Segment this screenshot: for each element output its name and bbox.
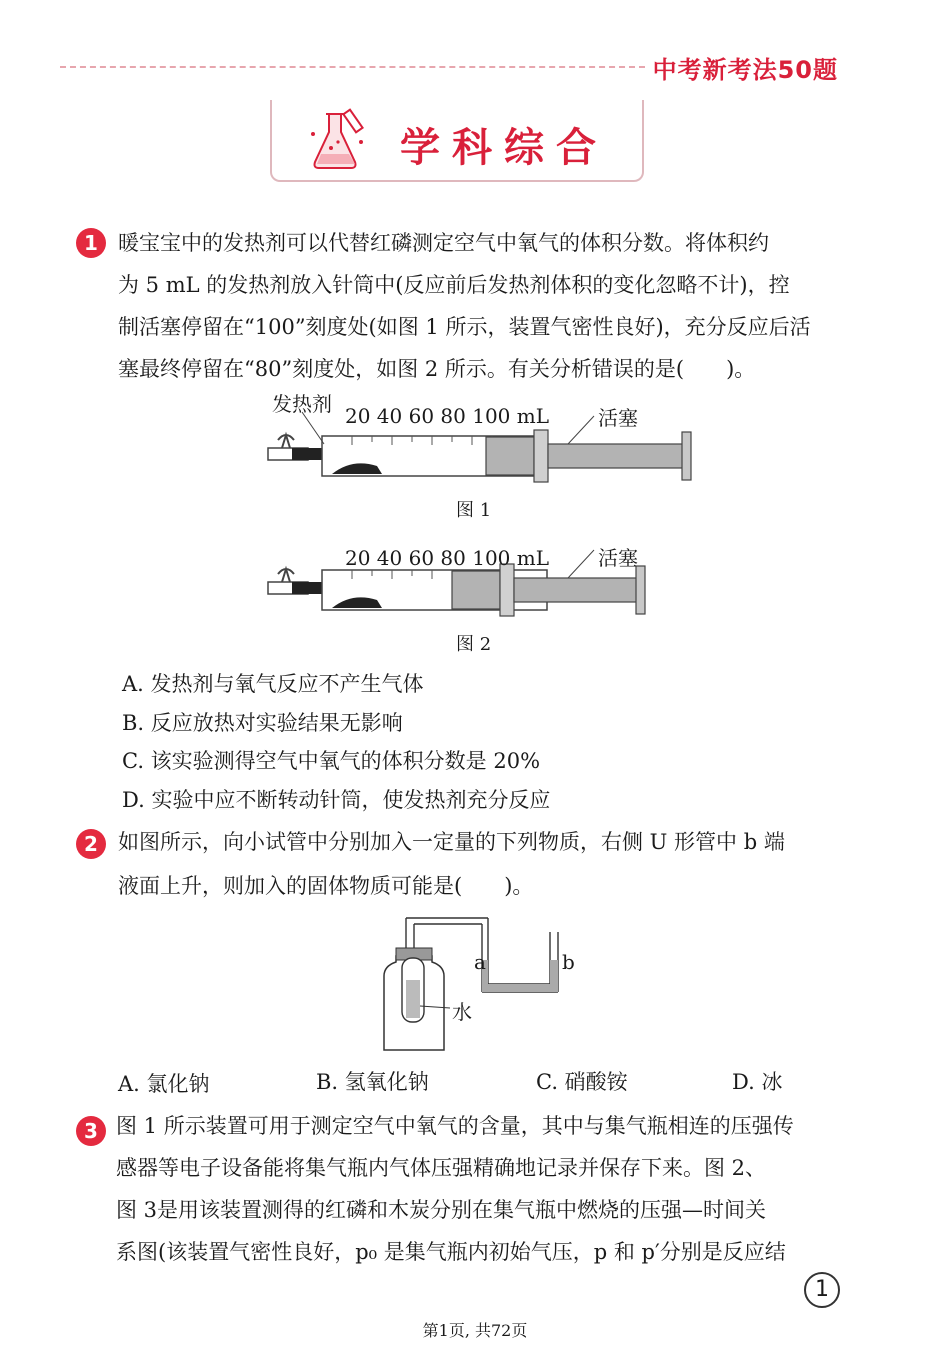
figure-1-scale: 20 40 60 80 100 mL: [345, 404, 550, 428]
question-1-line-4: 塞最终停留在“80”刻度处，如图 2 所示。有关分析错误的是( )。: [118, 357, 756, 381]
figure-2-piston-label: 活塞: [598, 546, 638, 570]
question-1-option-c: C. 该实验测得空气中氧气的体积分数是 20%: [122, 749, 541, 773]
question-3-line-3: 图 3是用该装置测得的红磷和木炭分别在集气瓶中燃烧的压强—时间关: [116, 1198, 767, 1222]
question-3-number: 3: [76, 1116, 106, 1146]
u-tube-label-b: b: [562, 950, 575, 974]
question-2-option-c: C. 硝酸铵: [536, 1070, 628, 1094]
figure-2-caption: 图 2: [456, 634, 492, 655]
page-number: 1: [804, 1272, 840, 1308]
question-2-option-a: A. 氯化钠: [118, 1072, 210, 1096]
question-3-line-1: 图 1 所示装置可用于测定空气中氧气的含量，其中与集气瓶相连的压强传: [116, 1114, 794, 1138]
question-1-option-b: B. 反应放热对实验结果无影响: [122, 711, 403, 735]
question-1-option-d: D. 实验中应不断转动针筒，使发热剂充分反应: [122, 788, 551, 812]
question-2-line-1: 如图所示，向小试管中分别加入一定量的下列物质，右侧 U 形管中 b 端: [118, 830, 785, 854]
question-2-line-2: 液面上升，则加入的固体物质可能是( )。: [118, 874, 534, 898]
question-2-option-d: D. 冰: [732, 1070, 783, 1094]
header-divider: [60, 66, 645, 68]
figure-2-scale: 20 40 60 80 100 mL: [345, 546, 550, 570]
question-1-line-2: 为 5 mL 的发热剂放入针筒中(反应前后发热剂体积的变化忽略不计)，控: [118, 273, 790, 297]
u-tube-label-a: a: [474, 950, 486, 974]
flask-icon: [305, 104, 375, 178]
u-tube-apparatus: [374, 910, 584, 1064]
question-2-option-b: B. 氢氧化钠: [316, 1070, 429, 1094]
question-3-line-2: 感器等电子设备能将集气瓶内气体压强精确地记录并保存下来。图 2、: [116, 1156, 767, 1180]
question-1-line-3: 制活塞停留在“100”刻度处(如图 1 所示，装置气密性良好)，充分反应后活: [118, 315, 811, 339]
header-title: 中考新考法50题: [652, 56, 838, 84]
question-2-number: 2: [76, 829, 106, 859]
question-1-line-1: 暖宝宝中的发热剂可以代替红磷测定空气中氧气的体积分数。将体积约: [118, 231, 769, 255]
question-3-line-4: 系图(该装置气密性良好，p₀ 是集气瓶内初始气压，p 和 p′分别是反应结: [116, 1240, 786, 1264]
question-1-option-a: A. 发热剂与氧气反应不产生气体: [122, 672, 424, 696]
water-label: 水: [452, 1000, 472, 1024]
page-footer: 第1页, 共72页: [422, 1321, 528, 1340]
figure-1-caption: 图 1: [456, 500, 492, 521]
figure-1-piston-label: 活塞: [598, 406, 638, 430]
figure-1-agent-label: 发热剂: [272, 392, 332, 416]
banner-title: 学科综合: [400, 125, 608, 171]
question-1-number: 1: [76, 228, 106, 258]
